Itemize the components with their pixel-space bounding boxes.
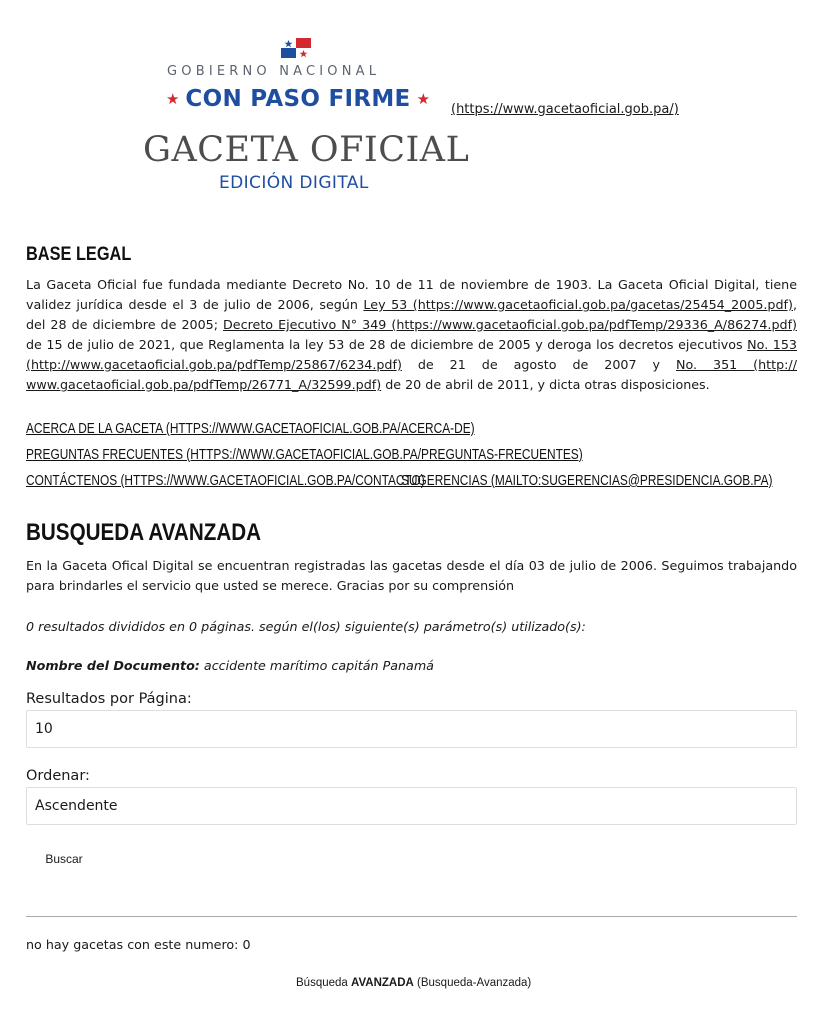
gobierno-nacional-text: GOBIERNO NACIONAL (167, 64, 381, 79)
gaceta-oficial-title: GACETA OFICIAL (143, 130, 470, 170)
param-label: Nombre del Documento: (26, 658, 200, 673)
nav-links (26, 416, 816, 494)
param-value: accidente marítimo capitán Panamá (199, 658, 434, 673)
contacto-link[interactable]: CONTÁCTENOS (HTTPS://WWW.GACETAOFICIAL.GOB.PA/CONTACTO) (26, 473, 425, 489)
legal-text-part: de 20 de abril de 2011, y dicta otras disposiciones. (381, 377, 710, 392)
footer-link[interactable] (296, 977, 531, 989)
no-results-message: no hay gacetas con este numero: 0 (26, 937, 251, 952)
legal-text-part: de 21 de agosto de 2007 y (401, 357, 676, 372)
busqueda-avanzada-heading: BUSQUEDA AVANZADA (26, 519, 262, 546)
legal-text-part: La Gaceta Oficial fue fundada mediante Decreto No. 10 de 11 de noviembre de 1903. La Gaceta Oficial Digital, tiene validez jurídica desde el 3 de julio de 2006, según (26, 277, 797, 312)
panama-flag-icon (281, 38, 311, 58)
header (0, 0, 827, 210)
ley-53-link[interactable]: Ley 53 (https://www.gacetaoficial.gob.pa/gacetas/25454_2005.pdf) (363, 297, 793, 312)
footer-text: Búsqueda (296, 977, 351, 989)
sugerencias-link[interactable]: SUGERENCIAS (MAILTO:SUGERENCIAS@PRESIDENCIA.GOB.PA) (401, 473, 773, 489)
star-icon: ★ (416, 89, 431, 108)
decreto-349-link[interactable]: Decreto Ejecutivo N° 349 (https://www.gacetaoficial.gob.pa/pdfTemp/29336_A/86274.pdf) (223, 317, 797, 332)
divider (26, 916, 797, 917)
legal-text-part: , del 28 de diciembre de 2005; (26, 297, 797, 332)
order-select[interactable]: Ascendente (26, 787, 797, 825)
search-parameter (26, 658, 434, 673)
base-legal-heading: BASE LEGAL (26, 244, 132, 265)
per-page-label: Resultados por Página: (26, 691, 192, 707)
intro-text: En la Gaceta Ofical Digital se encuentran registradas las gacetas desde el día 03 de julio de 2006. Seguimos trabajando para brindarles el servicio que usted se merece. Gracias por su comprensión (26, 558, 797, 593)
base-legal-text (26, 275, 797, 395)
preguntas-frecuentes-link[interactable]: PREGUNTAS FRECUENTES (HTTPS://WWW.GACETAOFICIAL.GOB.PA/PREGUNTAS-FRECUENTES) (26, 447, 583, 463)
decreto-351-link[interactable]: No. 351 (http:// www.gacetaoficial.gob.pa/pdfTemp/26771_A/32599.pdf) (26, 357, 797, 392)
decreto-153-link[interactable]: No. 153 (http://www.gacetaoficial.gob.pa/pdfTemp/25867/6234.pdf) (26, 337, 797, 372)
order-label: Ordenar: (26, 768, 90, 784)
star-icon: ★ (165, 89, 180, 108)
footer-text: (Busqueda-Avanzada) (413, 977, 532, 989)
legal-text-part: de 15 de julio de 2021, que Reglamenta la ley 53 de 28 de diciembre de 2005 y deroga los decretos ejecutivos (26, 337, 748, 352)
footer-bold-text: AVANZADA (351, 977, 414, 989)
con-paso-firme-text: CON PASO FIRME (185, 86, 411, 112)
acerca-link[interactable]: ACERCA DE LA GACETA (HTTPS://WWW.GACETAOFICIAL.GOB.PA/ACERCA-DE) (26, 421, 475, 437)
per-page-input[interactable]: 10 (26, 710, 797, 748)
results-summary: 0 resultados divididos en 0 páginas. según el(los) siguiente(s) parámetro(s) utilizado(s): (26, 619, 586, 634)
gaceta-home-link[interactable]: (https://www.gacetaoficial.gob.pa/) (451, 102, 679, 117)
con-paso-firme (163, 82, 433, 116)
edicion-digital-subtitle: EDICIÓN DIGITAL (219, 173, 369, 193)
buscar-button[interactable]: Buscar (26, 846, 102, 872)
